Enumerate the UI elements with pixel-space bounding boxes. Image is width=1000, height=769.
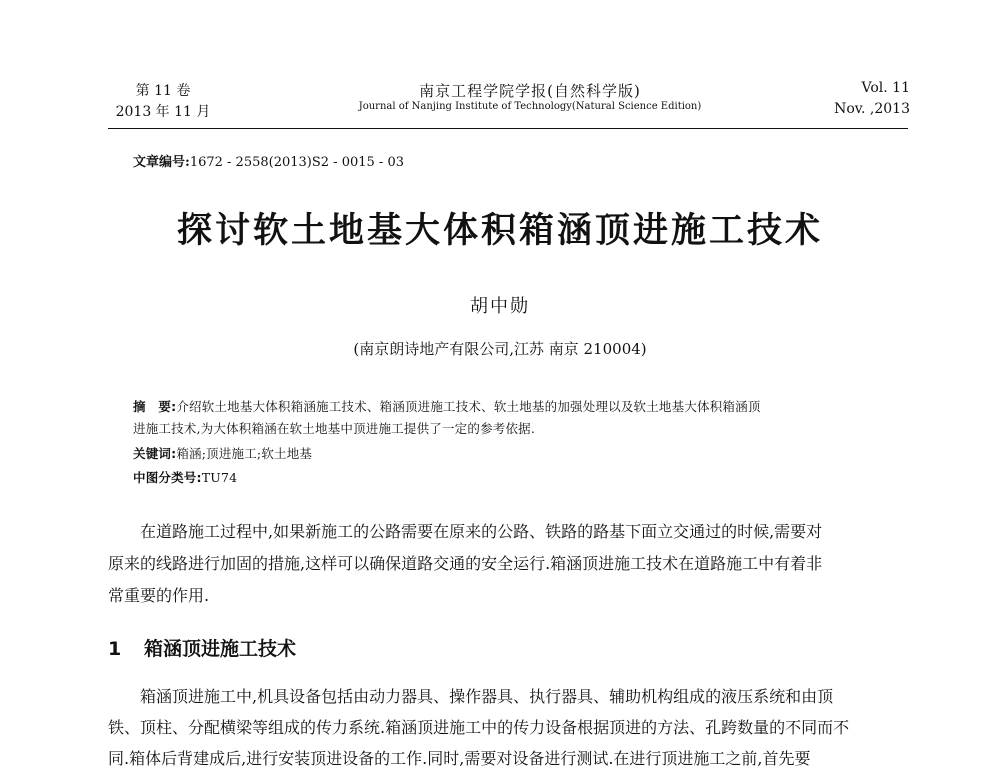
affiliation: (南京朗诗地产有限公司,江苏 南京 210004)	[353, 340, 647, 358]
classification-label: 中图分类号:	[133, 470, 202, 485]
keywords	[133, 444, 312, 462]
classification	[133, 468, 237, 486]
header-volume: 第 11 卷	[135, 83, 191, 99]
section-1-title: 箱涵顶进施工技术	[144, 638, 297, 660]
intro-line-2: 原来的线路进行加固的措施,这样可以确保道路交通的安全运行.箱涵顶进施工技术在道路施工中有着非	[108, 554, 823, 573]
header-date-en: Nov. ,2013	[834, 101, 910, 117]
intro-line-1: 在道路施工过程中,如果新施工的公路需要在原来的公路、铁路的路基下面立交通过的时候,需要对	[140, 522, 823, 541]
article-number-value: 1672 - 2558(2013)S2 - 0015 - 03	[189, 155, 404, 170]
article-number	[133, 151, 404, 170]
abstract-line-1	[133, 397, 761, 415]
intro-line-3: 常重要的作用.	[108, 586, 210, 605]
section-1-line-3: 同.箱体后背建成后,进行安装顶进设备的工作.同时,需要对设备进行测试.在进行顶进施工之前,首先要	[108, 749, 811, 768]
header-date: 2013 年 11 月	[115, 104, 211, 120]
keywords-value: 箱涵;顶进施工;软土地基	[176, 446, 313, 461]
header-journal-cn: 南京工程学院学报(自然科学版)	[419, 82, 641, 100]
abstract-text-2: 进施工技术,为大体积箱涵在软土地基中顶进施工提供了一定的参考依据.	[133, 421, 536, 436]
section-1-line-1: 箱涵顶进施工中,机具设备包括由动力器具、操作器具、执行器具、辅助机构组成的液压系统和由顶	[140, 687, 834, 706]
article-number-label: 文章编号:	[133, 155, 190, 170]
header-rule	[108, 128, 908, 129]
keywords-label: 关键词:	[133, 446, 177, 461]
abstract-label: 摘 要:	[133, 399, 177, 414]
section-1-heading	[108, 634, 296, 661]
section-1-line-2: 铁、顶柱、分配横梁等组成的传力系统.箱涵顶进施工中的传力设备根据顶进的方法、孔跨数量的不同而不	[108, 718, 850, 737]
page-title: 探讨软土地基大体积箱涵顶进施工技术	[176, 211, 823, 251]
abstract-text-1: 介绍软土地基大体积箱涵施工技术、箱涵顶进施工技术、软土地基的加强处理以及软土地基大体积箱涵顶	[176, 399, 761, 414]
classification-value: TU74	[201, 470, 238, 485]
author: 胡中勋	[470, 296, 530, 317]
header-vol-en: Vol. 11	[861, 80, 910, 96]
section-1-number: 1	[108, 638, 122, 660]
header-journal-en: Journal of Nanjing Institute of Technology(Natural Science Edition)	[358, 101, 702, 112]
